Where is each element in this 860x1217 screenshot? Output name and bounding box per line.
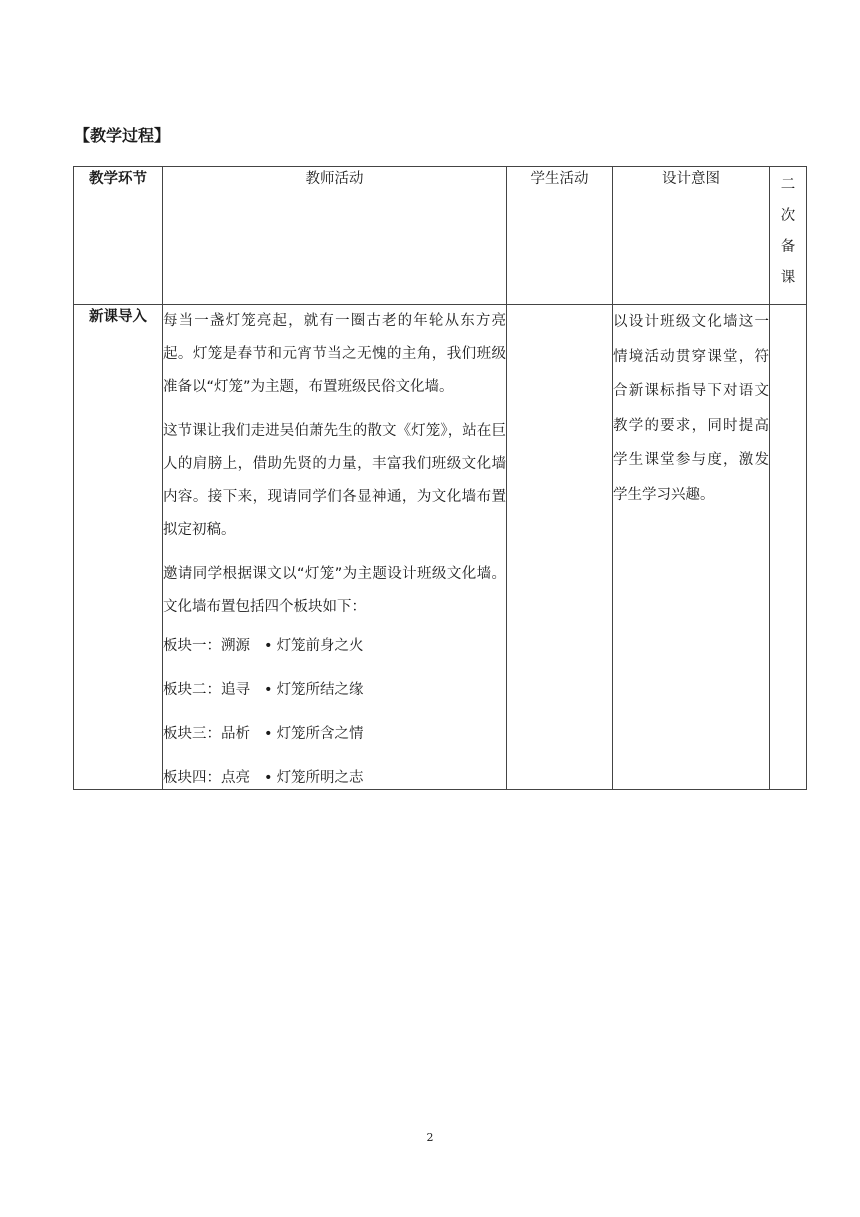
teaching-process-table	[73, 166, 807, 790]
stage-cell: 新课导入	[74, 305, 163, 790]
page-number: 2	[426, 1131, 434, 1144]
teacher-paragraph: 每当一盏灯笼亮起，就有一圈古老的年轮从东方亮起。灯笼是春节和元宵节当之无愧的主角，我们班级准备以“灯笼”为主题，布置班级民俗文化墙。	[163, 313, 506, 395]
student-activity-cell	[507, 305, 613, 790]
header-second-preparation-char: 二	[780, 177, 796, 193]
second-preparation-cell	[770, 305, 807, 790]
block-content: 灯笼所明之志	[276, 770, 364, 786]
teacher-paragraph: 邀请同学根据课文以“灯笼”为主题设计班级文化墙。文化墙布置包括四个板块如下：	[163, 566, 506, 615]
bullet-icon: •	[264, 638, 273, 654]
bullet-icon: •	[264, 770, 273, 786]
header-student-activity: 学生活动	[507, 167, 613, 305]
bullet-icon: •	[264, 682, 273, 698]
bullet-icon: •	[264, 726, 273, 742]
block-content: 灯笼所结之缘	[276, 682, 364, 698]
wall-block-item	[163, 767, 506, 789]
block-label: 板块三：品析	[163, 726, 250, 742]
wall-block-item	[163, 635, 506, 657]
wall-block-item	[163, 723, 506, 745]
teacher-activity-cell	[163, 305, 507, 790]
section-title: 【教学过程】	[74, 126, 171, 145]
header-second-preparation-char: 次	[780, 208, 796, 224]
header-teacher-activity: 教师活动	[163, 167, 507, 305]
block-label: 板块二：追寻	[163, 682, 250, 698]
wall-block-item	[163, 679, 506, 701]
table-row	[74, 305, 807, 790]
wall-blocks-list	[163, 635, 506, 789]
block-content: 灯笼所含之情	[276, 726, 364, 742]
teacher-paragraph: 这节课让我们走进吴伯萧先生的散文《灯笼》，站在巨人的肩膀上，借助先贤的力量，丰富我们班级文化墙内容。接下来，现请同学们各显神通，为文化墙布置拟定初稿。	[163, 423, 506, 538]
header-design-intent: 设计意图	[613, 167, 770, 305]
header-second-preparation-char: 课	[780, 270, 796, 286]
design-intent-text: 以设计班级文化墙这一情境活动贯穿课堂，符合新课标指导下对语文教学的要求，同时提高学生课堂参与度，激发学生学习兴趣。	[613, 314, 769, 503]
header-stage: 教学环节	[74, 167, 163, 305]
block-content: 灯笼前身之火	[276, 638, 364, 654]
table-header-row	[74, 167, 807, 305]
header-second-preparation-char: 备	[780, 239, 796, 255]
block-label: 板块四：点亮	[163, 770, 250, 786]
header-second-preparation	[770, 167, 807, 305]
block-label: 板块一：溯源	[163, 638, 250, 654]
design-intent-cell	[613, 305, 770, 790]
